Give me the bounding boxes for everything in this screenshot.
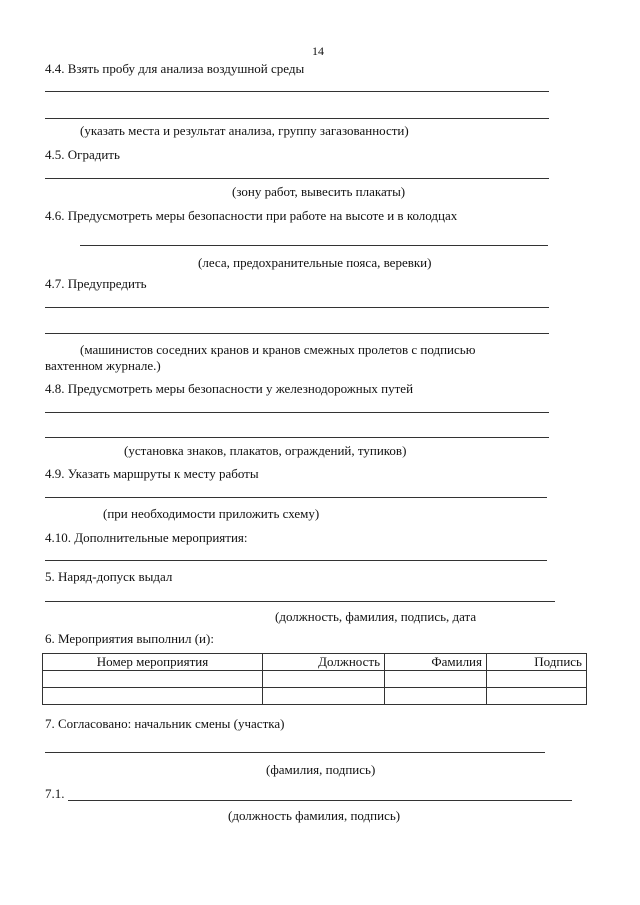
fill-line-4-4-b[interactable] bbox=[45, 118, 549, 119]
measures-table bbox=[42, 653, 587, 705]
fill-line-4-6[interactable] bbox=[80, 245, 548, 246]
item-4-10-label: 4.10. Дополнительные мероприятия: bbox=[45, 530, 248, 545]
item-6-label: 6. Мероприятия выполнил (и): bbox=[45, 631, 214, 646]
page-number: 14 bbox=[312, 44, 324, 58]
fill-line-5[interactable] bbox=[45, 601, 555, 602]
item-7-1-label: 7.1. bbox=[45, 786, 65, 801]
fill-line-4-10[interactable] bbox=[45, 560, 547, 561]
fill-line-7-1[interactable] bbox=[68, 800, 572, 801]
column-header: Номер мероприятия bbox=[43, 654, 263, 671]
table-cell[interactable] bbox=[487, 688, 587, 705]
fill-line-7[interactable] bbox=[45, 752, 545, 753]
item-4-8-hint: (установка знаков, плакатов, ограждений, тупиков) bbox=[124, 443, 407, 458]
item-4-4-hint: (указать места и результат анализа, группу загазованности) bbox=[80, 123, 409, 138]
fill-line-4-9[interactable] bbox=[45, 497, 547, 498]
item-4-4-label: 4.4. Взять пробу для анализа воздушной среды bbox=[45, 61, 305, 76]
item-4-7-hint-1: (машинистов соседних кранов и кранов смежных пролетов с подписью bbox=[80, 342, 476, 357]
table-cell[interactable] bbox=[263, 671, 385, 688]
item-7-hint: (фамилия, подпись) bbox=[266, 762, 376, 777]
item-5-label: 5. Наряд-допуск выдал bbox=[45, 569, 173, 584]
table-cell[interactable] bbox=[263, 688, 385, 705]
fill-line-4-8-b[interactable] bbox=[45, 437, 549, 438]
item-7-1-hint: (должность фамилия, подпись) bbox=[228, 808, 401, 823]
fill-line-4-7-b[interactable] bbox=[45, 333, 549, 334]
item-5-hint: (должность, фамилия, подпись, дата bbox=[275, 609, 477, 624]
table-row bbox=[43, 688, 587, 705]
table-cell[interactable] bbox=[43, 688, 263, 705]
fill-line-4-8-a[interactable] bbox=[45, 412, 549, 413]
item-4-5-hint: (зону работ, вывесить плакаты) bbox=[232, 184, 406, 199]
table-cell[interactable] bbox=[385, 688, 487, 705]
table-cell[interactable] bbox=[487, 671, 587, 688]
item-4-7-hint-2: вахтенном журнале.) bbox=[45, 358, 161, 373]
fill-line-4-5[interactable] bbox=[45, 178, 549, 179]
item-4-8-label: 4.8. Предусмотреть меры безопасности у железнодорожных путей bbox=[45, 381, 414, 396]
item-4-6-hint: (леса, предохранительные пояса, веревки) bbox=[198, 255, 432, 270]
item-4-7-label: 4.7. Предупредить bbox=[45, 276, 147, 291]
table-header-row bbox=[43, 654, 587, 671]
fill-line-4-7-a[interactable] bbox=[45, 307, 549, 308]
item-4-9-label: 4.9. Указать маршруты к месту работы bbox=[45, 466, 259, 481]
table-cell[interactable] bbox=[43, 671, 263, 688]
item-4-6-label: 4.6. Предусмотреть меры безопасности при работе на высоте и в колодцах bbox=[45, 208, 458, 223]
item-4-5-label: 4.5. Оградить bbox=[45, 147, 120, 162]
item-4-9-hint: (при необходимости приложить схему) bbox=[103, 506, 320, 521]
item-7-label: 7. Согласовано: начальник смены (участка) bbox=[45, 716, 285, 731]
table-cell[interactable] bbox=[385, 671, 487, 688]
fill-line-4-4-a[interactable] bbox=[45, 91, 549, 92]
table-row bbox=[43, 671, 587, 688]
column-header: Фамилия bbox=[385, 654, 487, 671]
column-header: Подпись bbox=[487, 654, 587, 671]
column-header: Должность bbox=[263, 654, 385, 671]
